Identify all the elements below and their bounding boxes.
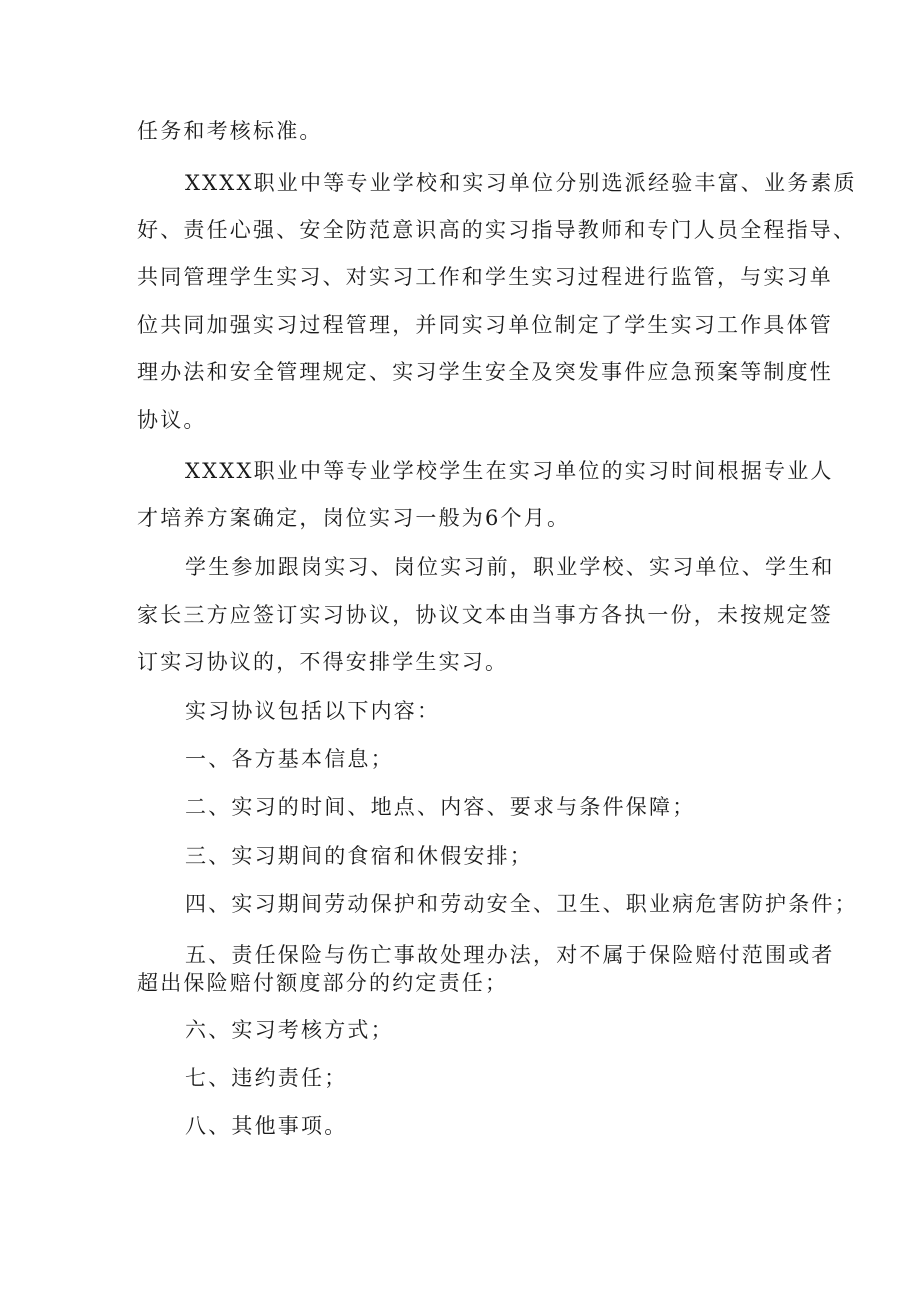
text-line: 协议。 [137, 408, 207, 432]
text-line: 实习协议包括以下内容： [185, 699, 441, 723]
text-line: 位共同加强实习过程管理，并同实习单位制定了学生实习工作具体管 [137, 313, 833, 337]
text-line: 共同管理学生实习、对实习工作和学生实习过程进行监管，与实习单 [137, 265, 833, 289]
text-line: XXXX职业中等专业学校和实习单位分别选派经验丰富、业务素质 [185, 171, 857, 195]
list-item: 一、各方基本信息； [185, 747, 394, 771]
text-line: 才培养方案确定，岗位实习一般为6个月。 [137, 506, 571, 530]
list-item: 七、违约责任； [185, 1066, 348, 1090]
list-item: 五、责任保险与伤亡事故处理办法，对不属于保险赔付范围或者 [185, 943, 835, 967]
text-line: 家长三方应签订实习协议，协议文本由当事方各执一份，未按规定签 [137, 603, 833, 627]
list-item: 三、实习期间的食宿和休假安排； [185, 844, 533, 868]
text-line: 任务和考核标准。 [137, 119, 323, 143]
text-line: 理办法和安全管理规定、实习学生安全及突发事件应急预案等制度性 [137, 360, 833, 384]
text-line: 好、责任心强、安全防范意识高的实习指导教师和专门人员全程指导、 [137, 218, 857, 242]
list-item: 八、其他事项。 [185, 1114, 348, 1138]
text-line: 订实习协议的，不得安排学生实习。 [137, 650, 509, 674]
text-line: 超出保险赔付额度部分的约定责任； [137, 971, 509, 995]
text-line: XXXX职业中等专业学校学生在实习单位的实习时间根据专业人 [185, 459, 834, 483]
list-item: 六、实习考核方式； [185, 1018, 394, 1042]
text-line: 学生参加跟岗实习、岗位实习前，职业学校、实习单位、学生和 [185, 555, 835, 579]
list-item: 四、实习期间劳动保护和劳动安全、卫生、职业病危害防护条件； [185, 892, 858, 916]
list-item: 二、实习的时间、地点、内容、要求与条件保障； [185, 795, 696, 819]
